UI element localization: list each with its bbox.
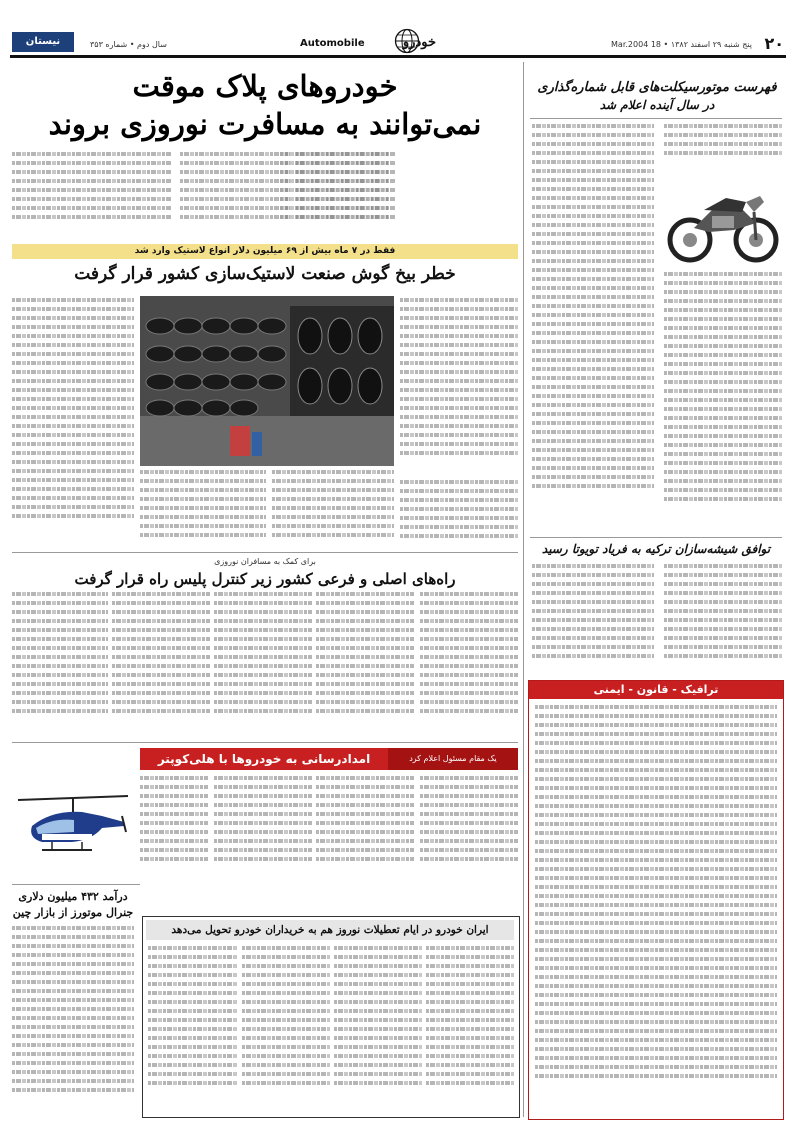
main-col-3	[180, 152, 290, 236]
tire-title: خطر بیخ گوش صنعت لاستیک‌سازی کشور قرار گرفت	[74, 264, 456, 284]
police-kicker: برای کمک به مسافران نوروزی	[214, 557, 316, 566]
motorcycle-title-2: در سال آینده اعلام شد	[599, 98, 715, 112]
iran-khodro-title: ایران خودرو در ایام تعطیلات نوروز هم به خریداران خودرو تحویل می‌دهد	[146, 920, 514, 940]
police-col-1	[420, 592, 518, 737]
main-title-1: خودروهای پلاک موقت	[132, 69, 398, 103]
police-title: راه‌های اصلی و فرعی کشور زیر کنترل پلیس راه قرار گرفت	[74, 570, 456, 588]
issue-date: پنج شنبه ۲۹ اسفند ۱۳۸۲ • 18 Mar.2004	[611, 40, 752, 49]
motorcycle-text-right-2	[664, 272, 782, 534]
main-col-2b	[296, 152, 396, 236]
motorcycle-text-right	[664, 124, 782, 164]
tire-col-bottom-2	[272, 470, 394, 548]
traffic-box	[528, 680, 784, 1120]
traffic-box-text	[535, 705, 777, 1113]
motorcycle-photo	[664, 168, 782, 268]
motorcycle-title-1: فهرست موتورسیکلت‌های قابل شماره‌گذاری	[537, 80, 777, 95]
section-title-en: Automobile	[300, 38, 365, 49]
divider	[12, 884, 140, 885]
section-title-fa: خودرو	[402, 35, 436, 50]
traffic-box-header: ترافیک - قانون - ایمنی	[529, 681, 783, 699]
tire-col-left	[12, 298, 134, 548]
logo-text: نیستان	[25, 36, 61, 47]
helicopter-title: امدادرسانی به خودروها با هلی‌کوپتر	[157, 752, 371, 766]
police-col-4	[112, 592, 210, 737]
iran-khodro-col-3	[242, 946, 330, 1112]
newspaper-logo	[12, 32, 74, 52]
china-title-1: درآمد ۴۳۲ میلیون دلاری	[18, 890, 128, 903]
helicopter-photo	[12, 776, 134, 880]
helicopter-title-bar	[140, 748, 518, 770]
helicopter-col-2	[316, 776, 414, 880]
main-col-4	[12, 152, 172, 236]
header-rule	[10, 55, 786, 58]
issue-number: سال دوم • شماره ۳۵۳	[90, 40, 167, 49]
globe-icon	[394, 28, 420, 54]
helicopter-col-4	[140, 776, 208, 880]
tire-kicker: فقط در ۷ ماه بیش از ۶۹ میلیون دلار انواع لاستیک وارد شد	[12, 244, 518, 259]
helicopter-col-3	[214, 776, 312, 880]
divider	[12, 552, 518, 553]
helicopter-col-1	[420, 776, 518, 880]
police-col-3	[214, 592, 312, 737]
divider	[12, 742, 518, 743]
toyota-text-left	[532, 564, 654, 674]
china-text	[12, 926, 134, 1116]
divider	[530, 118, 782, 119]
police-col-2	[316, 592, 414, 737]
motorcycle-text-left	[532, 124, 654, 534]
divider	[530, 537, 782, 538]
tire-col-bottom-3	[140, 470, 266, 548]
iran-khodro-col-1	[426, 946, 514, 1112]
iran-khodro-col-2	[334, 946, 422, 1112]
china-title-2: جنرال موتورز از بازار چین	[12, 906, 134, 919]
tire-warehouse-photo	[140, 296, 394, 466]
toyota-text-right	[664, 564, 782, 674]
police-col-5	[12, 592, 108, 737]
iran-khodro-col-4	[148, 946, 238, 1112]
page-number: ۲۰	[764, 34, 784, 53]
column-separator	[523, 62, 524, 1117]
helicopter-kicker: یک مقام مسئول اعلام کرد	[388, 748, 518, 770]
toyota-title: توافق شیشه‌سازان ترکیه به فریاد تویوتا رسید	[541, 542, 771, 556]
main-title-2: نمی‌توانند به مسافرت نوروزی بروند	[48, 107, 482, 141]
tire-col-right	[400, 298, 518, 476]
tire-col-bottom-1	[400, 480, 518, 548]
